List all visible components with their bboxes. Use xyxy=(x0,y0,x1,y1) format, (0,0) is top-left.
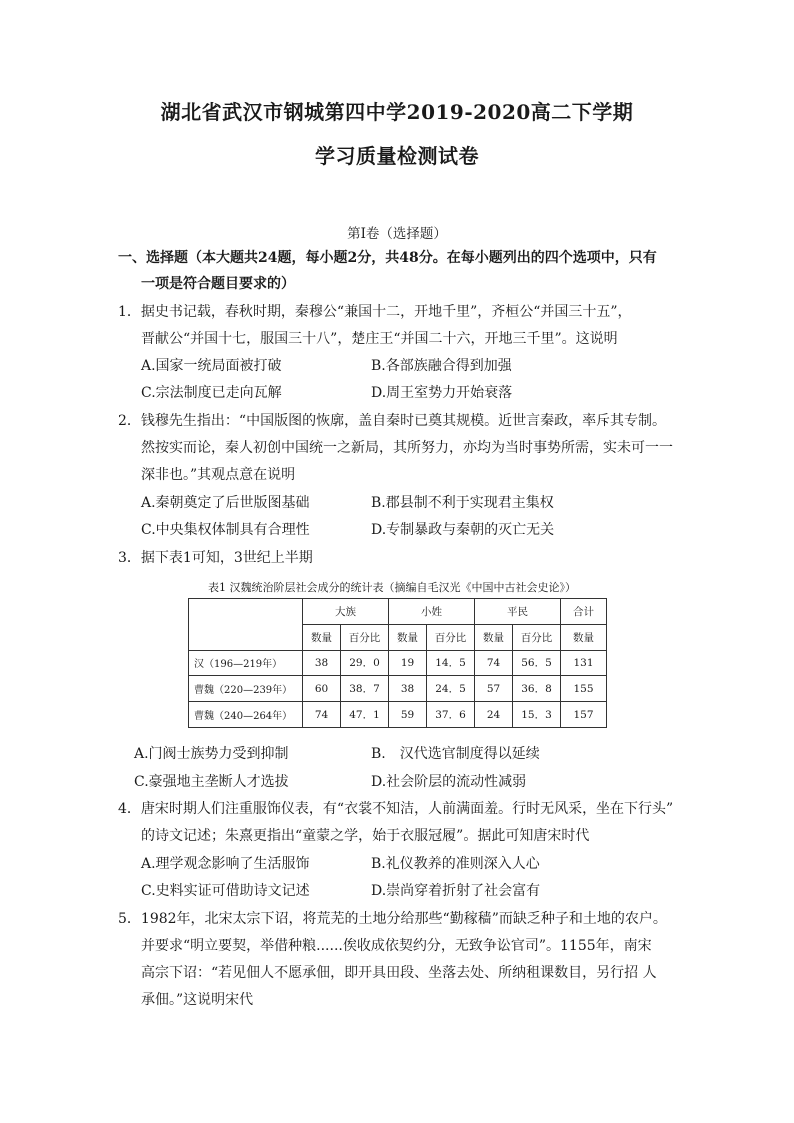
table-cell: 59 xyxy=(389,702,427,728)
table-cell: 74 xyxy=(475,650,513,676)
table-cell: 47．1 xyxy=(341,702,389,728)
question-3-option-a: A.门阀士族势力受到抑制 xyxy=(134,746,289,762)
question-2-option-c: C.中央集权体制具有合理性 xyxy=(141,522,310,538)
question-4-text: 4．唐宋时期人们注重服饰仪表，有“衣裳不知洁，人前满面羞。行时无风采，坐在下行头” xyxy=(118,801,674,817)
table-cell: 131 xyxy=(561,650,607,676)
table-cell: 37．6 xyxy=(427,702,475,728)
table-cell: 38 xyxy=(389,676,427,702)
question-4-option-d: D.崇尚穿着折射了社会富有 xyxy=(371,883,541,899)
question-5-text: 高宗下诏：“若见佃人不愿承佃，即开具田段、坐落去处、所纳租课数目，另行招 人 xyxy=(141,965,657,981)
question-5-text: 并要求“明立要契，举借种粮......俟收成依契约分，无致争讼官司”。1155年，南宋 xyxy=(141,938,652,954)
question-1-option-b: B.各部族融合得到加强 xyxy=(371,358,512,374)
question-4-option-b: B.礼仪教养的准则深入人心 xyxy=(371,856,540,872)
question-2-option-d: D.专制暴政与秦朝的灭亡无关 xyxy=(371,522,555,538)
question-4-option-a: A.理学观念影响了生活服饰 xyxy=(141,856,310,872)
question-2-option-b: B.郡县制不利于实现君主集权 xyxy=(371,495,554,511)
table-cell: 14．5 xyxy=(427,650,475,676)
question-1-option-a: A.国家一统局面被打破 xyxy=(141,358,282,374)
section-heading-line: 一项是符合题目要求的） xyxy=(141,276,295,292)
table-row-label: 汉（196—219年） xyxy=(189,650,303,676)
table-row-label: 曹魏（220—239年） xyxy=(189,676,303,702)
table-cell: 29．0 xyxy=(341,650,389,676)
table-subheader: 百分比 xyxy=(513,624,561,650)
table-header-row xyxy=(189,599,607,625)
question-1-text: 1．据史书记载，春秋时期，秦穆公“兼国十二，开地千里”，齐桓公“并国三十五”， xyxy=(118,304,632,320)
question-2-text: 2．钱穆先生指出：“中国版图的恢廓，盖自秦时已奠其规模。近世言秦政，率斥其专制。 xyxy=(118,413,667,429)
table-subheader: 数量 xyxy=(303,624,341,650)
table-group-header: 合计 xyxy=(561,599,607,625)
table-cell: 155 xyxy=(561,676,607,702)
table-row-label: 曹魏（240—264年） xyxy=(189,702,303,728)
table-group-header: 小姓 xyxy=(389,599,475,625)
table-cell: 60 xyxy=(303,676,341,702)
question-3-option-b: B. 汉代选官制度得以延续 xyxy=(371,746,540,762)
table-subheader: 百分比 xyxy=(427,624,475,650)
question-2-option-a: A.秦朝奠定了后世版图基础 xyxy=(141,495,310,511)
section-heading-line: 一、选择题（本大题共24题，每小题2分，共48分。在每小题列出的四个选项中，只有 xyxy=(118,250,657,266)
table-subheader: 百分比 xyxy=(341,624,389,650)
table-group-header: 平民 xyxy=(475,599,561,625)
table-cell: 74 xyxy=(303,702,341,728)
question-1-text: 晋献公“并国十七，服国三十八”，楚庄王“并国二十六，开地三千里”。这说明 xyxy=(141,331,618,347)
table-cell: 157 xyxy=(561,702,607,728)
table-caption: 表1 汉魏统治阶层社会成分的统计表（摘编自毛汉光《中国中古社会史论》） xyxy=(208,581,576,594)
page-subtitle: 学习质量检测试卷 xyxy=(315,144,479,168)
stats-table xyxy=(188,598,607,728)
question-4-text: 的诗文记述；朱熹更指出“童蒙之学，始于衣服冠履”。据此可知唐宋时代 xyxy=(141,828,590,844)
question-1-option-d: D.周王室势力开始衰落 xyxy=(371,385,513,401)
question-3-text: 3．据下表1可知，3世纪上半期 xyxy=(118,550,313,566)
question-3-option-c: C.豪强地主垄断人才选拔 xyxy=(134,774,289,790)
question-1-option-c: C.宗法制度已走向瓦解 xyxy=(141,385,282,401)
page-title: 湖北省武汉市钢城第四中学2019-2020高二下学期 xyxy=(160,100,634,124)
table-cell: 24 xyxy=(475,702,513,728)
table-subheader: 数量 xyxy=(561,624,607,650)
question-4-option-c: C.史料实证可借助诗文记述 xyxy=(141,883,310,899)
table-row xyxy=(189,676,607,702)
table-cell: 38．7 xyxy=(341,676,389,702)
table-group-header: 大族 xyxy=(303,599,389,625)
question-5-text: 5．1982年，北宋太宗下诏，将荒芜的土地分给那些“勤稼穑”而缺乏种子和土地的农户。 xyxy=(118,911,667,927)
table-row xyxy=(189,650,607,676)
table-cell: 57 xyxy=(475,676,513,702)
question-2-text: 然按实而论，秦人初创中国统一之新局，其所努力，亦均为当时事势所需，实未可一一 xyxy=(141,440,673,456)
table-cell: 38 xyxy=(303,650,341,676)
table-cell: 36．8 xyxy=(513,676,561,702)
table-cell: 15．3 xyxy=(513,702,561,728)
section-label: 第Ⅰ卷（选择题） xyxy=(347,226,447,242)
table-cell: 19 xyxy=(389,650,427,676)
question-3-option-d: D.社会阶层的流动性减弱 xyxy=(371,774,527,790)
table-corner-cell xyxy=(189,599,303,651)
table-cell: 56．5 xyxy=(513,650,561,676)
table-subheader: 数量 xyxy=(389,624,427,650)
table-subheader: 数量 xyxy=(475,624,513,650)
table-row xyxy=(189,702,607,728)
question-5-text: 承佃。”这说明宋代 xyxy=(141,992,254,1008)
table-cell: 24．5 xyxy=(427,676,475,702)
question-2-text: 深非也。”其观点意在说明 xyxy=(141,467,296,483)
